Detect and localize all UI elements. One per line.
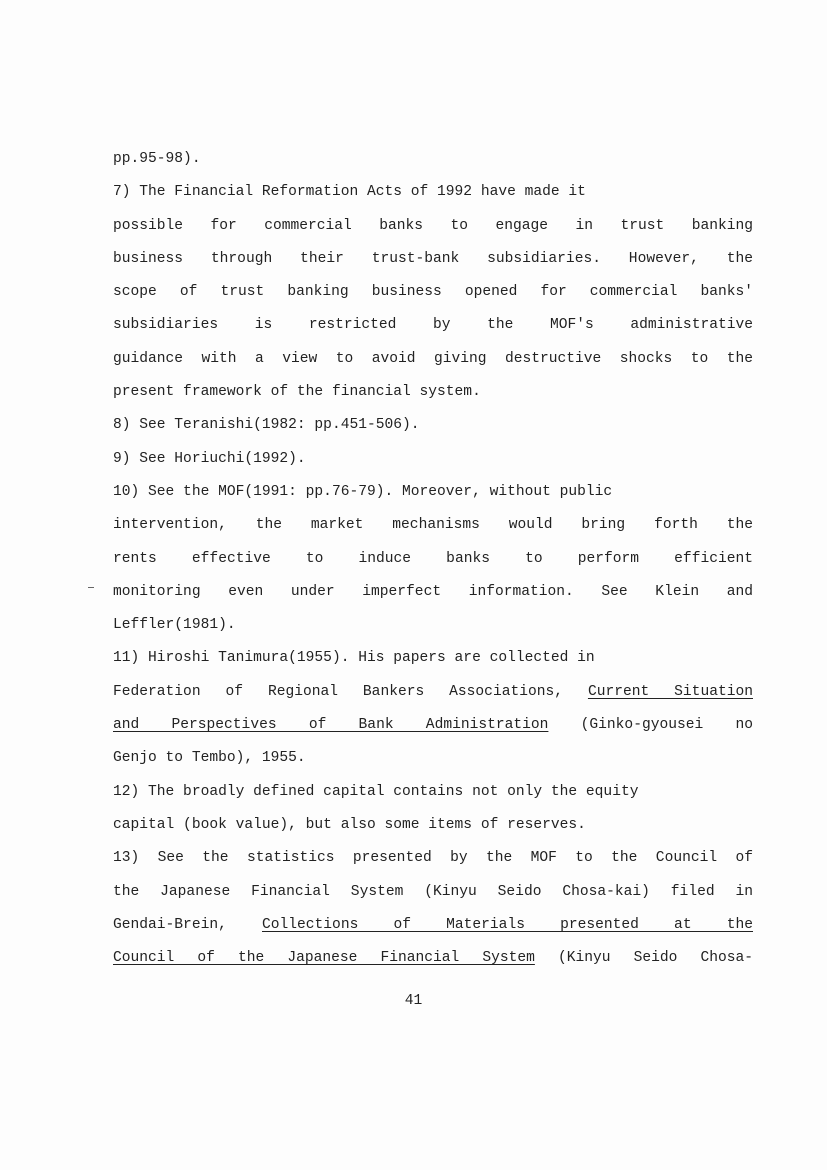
underlined-title: Current Situation: [587, 683, 753, 700]
text-segment: 8) See Teranishi(1982: pp.451-506).: [113, 417, 420, 434]
text-line: [113, 443, 753, 476]
text-line: [113, 909, 753, 942]
text-segment: 11) Hiroshi Tanimura(1955). His papers are collected in: [113, 650, 595, 667]
text-segment: (Kinyu Seido Chosa-: [534, 950, 753, 967]
text-line: [113, 409, 753, 442]
text-segment: monitoring even under imperfect information. See Klein and: [113, 583, 753, 600]
text-line: [113, 742, 753, 775]
text-segment: 10) See the MOF(1991: pp.76-79). Moreover, without public: [113, 483, 613, 500]
text-line: [113, 609, 753, 642]
text-line: [113, 143, 753, 176]
text-segment: (Ginko-gyousei no: [548, 717, 753, 734]
margin-mark: [88, 587, 94, 588]
text-line: [113, 709, 753, 742]
text-segment: scope of trust banking business opened for commercial banks': [113, 284, 753, 301]
text-segment: Genjo to Tembo), 1955.: [113, 750, 306, 767]
text-line: [113, 543, 753, 576]
footnotes-text-block: [113, 143, 753, 975]
text-segment: business through their trust-bank subsidiaries. However, the: [113, 250, 753, 267]
text-line: [113, 176, 753, 209]
text-line: [113, 376, 753, 409]
page-number: 41: [404, 993, 423, 1009]
underlined-title: Collections of Materials presented at the: [262, 916, 753, 933]
text-line: [113, 509, 753, 542]
text-line: [113, 276, 753, 309]
text-line: [113, 942, 753, 975]
text-segment: possible for commercial banks to engage in trust banking: [113, 217, 753, 234]
underlined-title: and Perspectives of Bank Administration: [113, 717, 549, 734]
text-segment: 7) The Financial Reformation Acts of 1992 have made it: [113, 184, 586, 201]
text-segment: Federation of Regional Bankers Associations,: [113, 683, 588, 700]
text-line: [113, 642, 753, 675]
text-segment: 9) See Horiuchi(1992).: [113, 450, 306, 467]
text-segment: present framework of the financial system.: [113, 384, 481, 401]
text-line: [113, 842, 753, 875]
text-segment: pp.95-98).: [113, 151, 201, 167]
text-line: [113, 243, 753, 276]
text-line: [113, 876, 753, 909]
text-line: [113, 809, 753, 842]
underlined-title: Council of the Japanese Financial System: [113, 950, 535, 967]
text-segment: subsidiaries is restricted by the MOF's administrative: [113, 317, 753, 334]
text-segment: rents effective to induce banks to perform efficient: [113, 550, 753, 567]
text-line: [113, 476, 753, 509]
text-segment: Gendai-Brein,: [113, 916, 262, 933]
text-segment: the Japanese Financial System (Kinyu Seido Chosa-kai) filed in: [113, 883, 753, 900]
text-segment: 12) The broadly defined capital contains not only the equity: [113, 783, 639, 800]
text-segment: capital (book value), but also some items of reserves.: [113, 816, 586, 833]
text-line: [113, 210, 753, 243]
text-line: [113, 676, 753, 709]
text-segment: 13) See the statistics presented by the MOF to the Council of: [113, 850, 753, 867]
text-segment: intervention, the market mechanisms would bring forth the: [113, 517, 753, 534]
text-line: [113, 776, 753, 809]
text-line: [113, 343, 753, 376]
text-line: [113, 309, 753, 342]
text-segment: Leffler(1981).: [113, 617, 236, 634]
text-line: [113, 576, 753, 609]
text-segment: guidance with a view to avoid giving destructive shocks to the: [113, 350, 753, 367]
